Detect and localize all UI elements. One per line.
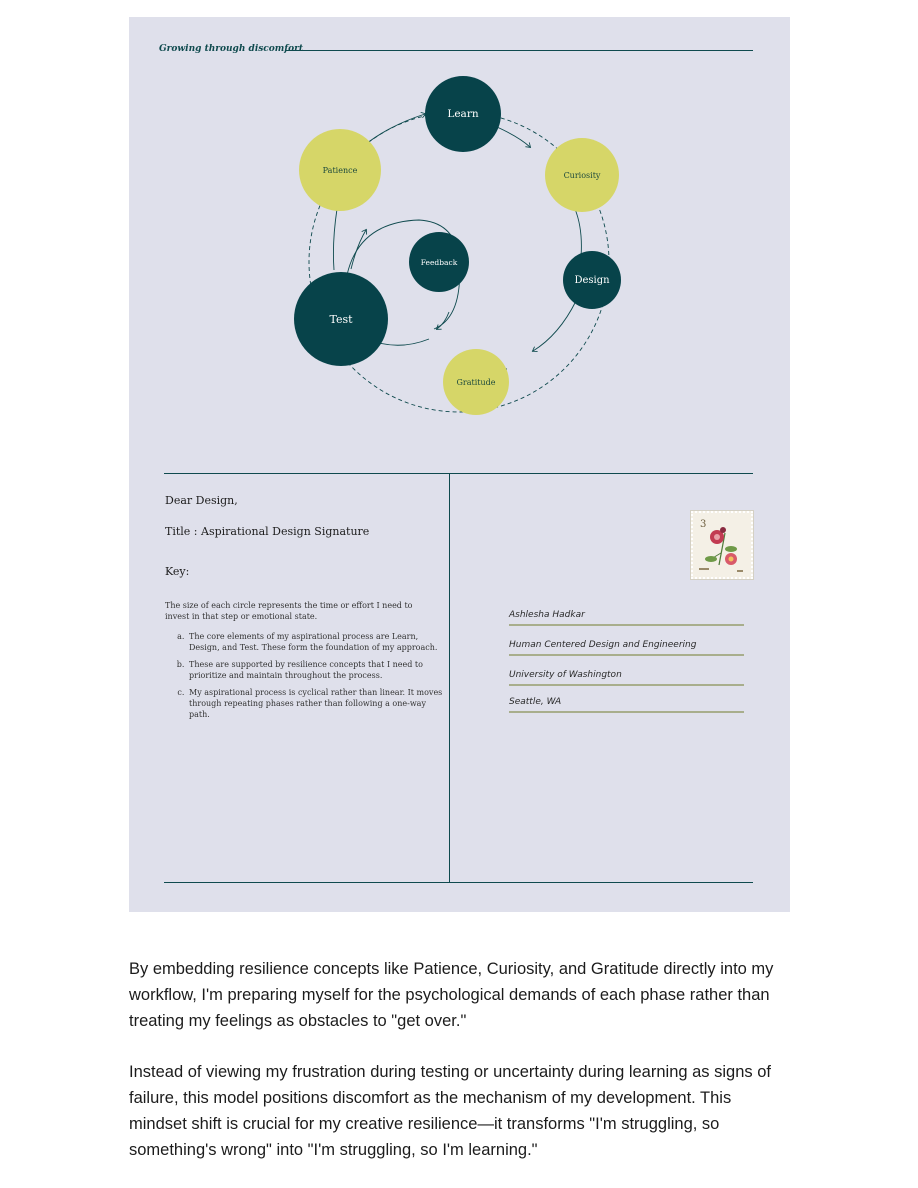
svg-text:Curiosity: Curiosity [563, 171, 601, 180]
node-patience [299, 129, 381, 211]
svg-text:Learn: Learn [447, 108, 479, 120]
postcard-image [129, 17, 790, 912]
node-design [563, 251, 621, 309]
key-item: a. The core elements of my aspirational process are Learn, Design, and Test. These form the foundation of my approach. [187, 631, 449, 653]
arrow-test-feedback [351, 230, 366, 269]
node-curiosity [545, 138, 619, 212]
postcard-title: Title : Aspirational Design Signature [165, 525, 370, 538]
node-feedback [409, 232, 469, 292]
loop-bottom [379, 339, 429, 345]
key-description: The size of each circle represents the time or effort I need to invest in that step or emotional state. [165, 601, 413, 621]
greeting: Dear Design, [165, 494, 238, 507]
key-list [165, 631, 449, 726]
arrow-test-patience [333, 209, 337, 270]
svg-text:3: 3 [700, 519, 707, 530]
postcard-top-rule [164, 473, 753, 474]
address-name: Ashlesha Hadkar [509, 610, 744, 626]
body-paragraph-2: Instead of viewing my frustration during testing or uncertainty during learning as signs of failure, this model positions discomfort as the mechanism of my development. This mindset shift is crucial for my creative resilience—it transforms "I'm struggling, so something's wrong" into "I'm struggling, so I'm learning." [129, 1063, 772, 1159]
svg-text:Gratitude: Gratitude [456, 378, 496, 387]
arrow-design-gratitude [533, 301, 576, 351]
node-gratitude [443, 349, 509, 415]
address-city: Seattle, WA [509, 697, 744, 713]
key-label: Key: [165, 565, 190, 578]
arrow-learn-curiosity [497, 127, 530, 147]
design-signature-diagram [129, 17, 790, 437]
body-paragraph-1: By embedding resilience concepts like Patience, Curiosity, and Gratitude directly into my workflow, I'm preparing myself for the psychological demands of each phase rather than treating my feelings as obstacles to "get over." [129, 960, 774, 1030]
signature-title: Growing through discomfort [159, 44, 304, 54]
node-test [294, 272, 388, 366]
postcard-divider [449, 473, 450, 883]
svg-text:Feedback: Feedback [420, 258, 458, 267]
key-item: c. My aspirational process is cyclical rather than linear. It moves through repeating phases rather than following a one-way path. [187, 687, 449, 720]
arrow-curiosity-design [575, 209, 581, 257]
address-department: Human Centered Design and Engineering [509, 640, 744, 656]
svg-text:Test: Test [329, 313, 353, 326]
flower-stamp-icon [691, 511, 753, 579]
key-item: b. These are supported by resilience concepts that I need to prioritize and maintain throughout the process. [187, 659, 449, 681]
address-university: University of Washington [509, 670, 744, 686]
svg-text:Patience: Patience [322, 166, 358, 175]
postcard-bottom-rule [164, 882, 753, 883]
node-learn [425, 76, 501, 152]
svg-text:Design: Design [574, 275, 610, 286]
